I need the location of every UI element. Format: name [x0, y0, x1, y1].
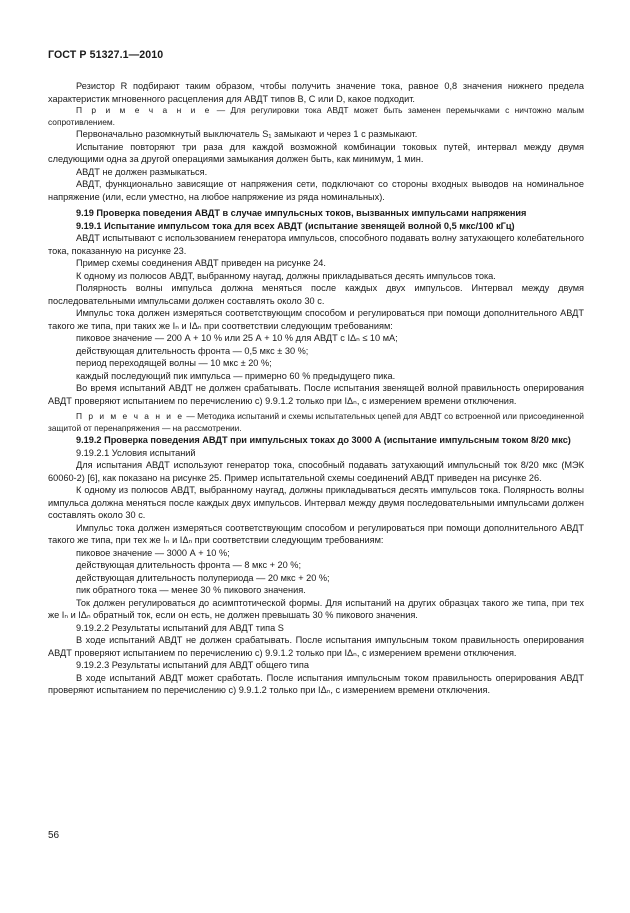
paragraph: Импульс тока должен измеряться соответствующим способом и регулироваться при помощи дополнительного АВДТ такого же типа, при таких же Iₙ и IΔₙ при соответствии следующим требованиям: — [48, 308, 584, 331]
note-text: — Для регулировки тока АВДТ может быть заменен перемычками с ничтожно малым сопротивлением. — [48, 105, 585, 127]
clause-heading: 9.19.2.2 Результаты испытаний для АВДТ типа S — [76, 622, 284, 633]
document-body — [48, 80, 584, 697]
requirement-item: действующая длительность фронта — 0,5 мкс ± 30 %; — [76, 345, 309, 356]
page-number: 56 — [48, 830, 60, 841]
paragraph: В ходе испытаний АВДТ не должен срабатывать. После испытания импульсным током правильность оперирования АВДТ проверяют испытанием по перечислению с) 9.9.1.2 только при IΔₙ, с измерением времени отключения. — [48, 635, 584, 658]
paragraph: Импульс тока должен измеряться соответствующим способом и регулироваться при помощи дополнительного АВДТ такого же типа, при тех же Iₙ и IΔₙ при соответствии следующим требованиям: — [48, 522, 584, 546]
paragraph: АВДТ, функционально зависящие от напряжения сети, подключают со стороны входных выводов на номинальное напряжение (или, если уместно, на любое напряжение из ряда номинальных). — [48, 179, 584, 202]
requirement-item: каждый последующий пик импульса — примерно 60 % предыдущего пика. — [76, 370, 396, 381]
note-label: П р и м е ч а н и е — [76, 411, 184, 422]
paragraph: Резистор R подбирают таким образом, чтобы получить значение тока, равное 0,8 значения нижнего предела характеристик мгновенного расцепления для АВДТ типов B, C или D, какое подходит. — [48, 81, 584, 104]
paragraph: В ходе испытаний АВДТ может сработать. После испытания импульсным током правильность оперирования АВДТ проверяют испытанием по перечислению с) 9.9.1.2 только при IΔₙ, с измерением времени отключения. — [48, 672, 584, 696]
paragraph: Во время испытаний АВДТ не должен срабатывать. После испытания звенящей волной правильность оперирования АВДТ проверяют испытанием по перечислению с) 9.9.1.2 только при IΔₙ, с измерением времени отключения. — [48, 383, 584, 406]
paragraph: Полярность волны импульса должна меняться после каждых двух импульсов. Интервал между двумя последовательными импульсами должен составлять около 30 с. — [48, 283, 584, 306]
requirement-item: действующая длительность полупериода — 20 мкс + 20 %; — [76, 572, 330, 583]
note-paragraph — [48, 105, 584, 128]
clause-heading: 9.19.2.1 Условия испытаний — [76, 447, 196, 458]
paragraph: К одному из полюсов АВДТ, выбранному наугад, должны прикладываться десять импульсов тока. Полярность волны импульса должна меняться после каждых двух импульсов. Интервал между двумя последовательными импульсами должен составлять около 30 с. — [48, 485, 584, 521]
requirement-item: период переходящей волны — 10 мкс ± 20 %; — [76, 358, 272, 369]
paragraph: Ток должен регулироваться до асимптотической формы. Для испытаний на других образцах такого же типа, при тех же Iₙ и IΔₙ обратный ток, если он есть, не должен превышать 30 % пикового значения. — [48, 597, 584, 621]
requirement-item: действующая длительность фронта — 8 мкс + 20 %; — [76, 560, 302, 571]
note-text: — Методика испытаний и схемы испытательных цепей для АВДТ со встроенной или присоединенной защитой от перенапряжения — на рассмотрении. — [48, 411, 584, 433]
paragraph: К одному из полюсов АВДТ, выбранному наугад, должны прикладываться десять импульсов тока. — [76, 270, 496, 281]
requirement-item: пиковое значение — 3000 А + 10 %; — [76, 547, 230, 558]
subsection-heading: 9.19.1 Испытание импульсом тока для всех АВДТ (испытание звенящей волной 0,5 мкс/100 кГц) — [76, 220, 515, 231]
clause-heading: 9.19.2.3 Результаты испытаний для АВДТ общего типа — [76, 660, 309, 671]
paragraph: Испытание повторяют три раза для каждой возможной комбинации токовых путей, интервал между двумя следующими одна за другой операциями замыкания должен быть, как минимум, 1 мин. — [48, 141, 584, 165]
paragraph: Пример схемы соединения АВДТ приведен на рисунке 24. — [76, 258, 326, 269]
paragraph: АВДТ испытывают с использованием генератора импульсов, способного подавать волну затухающего колебательного тока, показанную на рисунке 23. — [48, 233, 584, 256]
requirement-item: пик обратного тока — менее 30 % пикового значения. — [76, 585, 306, 596]
standard-header: ГОСТ Р 51327.1—2010 — [48, 49, 164, 61]
paragraph: Для испытания АВДТ используют генератор тока, способный подавать затухающий импульсный ток 8/20 мкс (МЭК 60060-2) [6], как показано на рисунке 25. Пример испытательной схемы соединений АВДТ приведен на рисунке 26. — [48, 460, 584, 483]
note-paragraph — [48, 411, 584, 434]
requirement-item: пиковое значение — 200 А + 10 % или 25 А + 10 % для АВДТ с IΔₙ ≤ 10 мА; — [76, 333, 398, 344]
note-label: П р и м е ч а н и е — [76, 105, 212, 115]
paragraph: Первоначально разомкнутый выключатель S₁ замыкают и через 1 с размыкают. — [76, 129, 418, 140]
section-heading: 9.19 Проверка поведения АВДТ в случае импульсных токов, вызванных импульсами напряжения — [76, 208, 527, 219]
paragraph: АВДТ не должен размыкаться. — [76, 166, 208, 177]
subsection-heading: 9.19.2 Проверка поведения АВДТ при импульсных токах до 3000 А (испытание импульсным током 8/20 мкс) — [76, 435, 571, 446]
